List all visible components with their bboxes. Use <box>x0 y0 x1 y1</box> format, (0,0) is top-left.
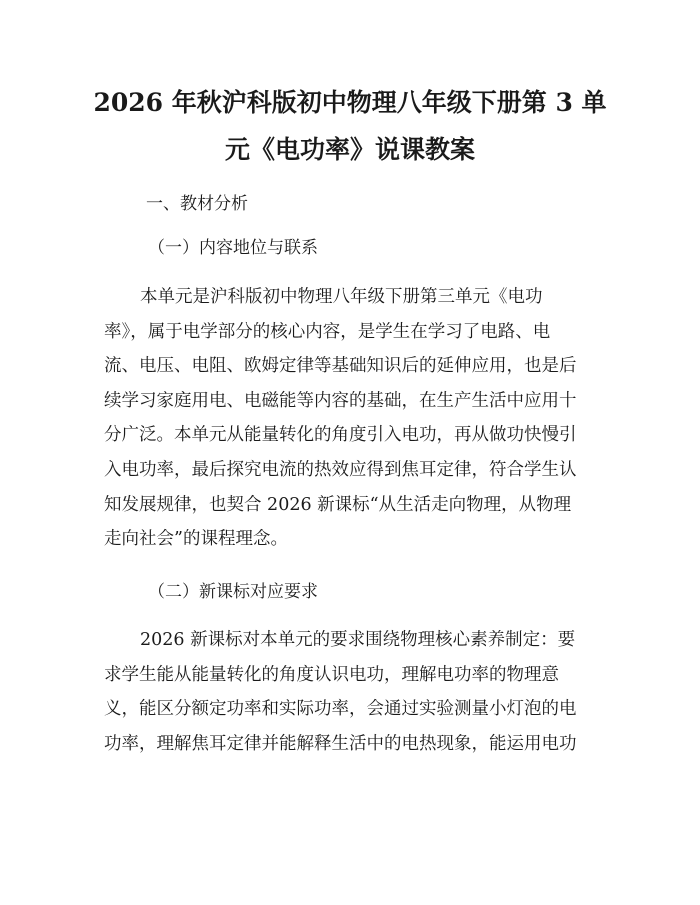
subsection-heading-content-position: （一）内容地位与联系 <box>148 238 318 258</box>
paragraph-line: 功率，理解焦耳定律并能解释生活中的电热现象，能运用电功 <box>104 733 577 754</box>
paragraph-line: 流、电压、电阻、欧姆定律等基础知识后的延伸应用，也是后 <box>104 356 577 377</box>
document-title-line-2: 元《电功率》说课教案 <box>224 135 475 164</box>
paragraph-line: 入电功率，最后探究电流的热效应得到焦耳定律，符合学生认 <box>104 459 577 480</box>
paragraph-line: 走向社会”的课程理念。 <box>104 529 288 550</box>
paragraph-line: 续学习家庭用电、电磁能等内容的基础，在生产生活中应用十 <box>104 390 577 411</box>
section-heading-textbook-analysis: 一、教材分析 <box>146 194 248 214</box>
paragraph-content-position <box>104 280 604 557</box>
paragraph-line: 分广泛。本单元从能量转化的角度引入电功，再从做功快慢引 <box>104 425 577 446</box>
subsection-heading-curriculum-requirements: （二）新课标对应要求 <box>148 582 318 602</box>
paragraph-line: 义，能区分额定功率和实际功率，会通过实验测量小灯泡的电 <box>104 699 577 720</box>
paragraph-curriculum-requirements <box>104 623 604 761</box>
document-title-line-1: 2026 年秋沪科版初中物理八年级下册第 3 单 <box>93 88 607 117</box>
paragraph-line: 本单元是沪科版初中物理八年级下册第三单元《电功 <box>140 287 543 307</box>
paragraph-line: 率》，属于电学部分的核心内容，是学生在学习了电路、电 <box>104 321 551 342</box>
paragraph-line: 求学生能从能量转化的角度认识电功，理解电功率的物理意 <box>104 664 559 685</box>
paragraph-line: 知发展规律，也契合 2026 新课标“从生活走向物理，从物理 <box>104 494 572 515</box>
paragraph-line: 2026 新课标对本单元的要求围绕物理核心素养制定：要 <box>140 630 576 650</box>
